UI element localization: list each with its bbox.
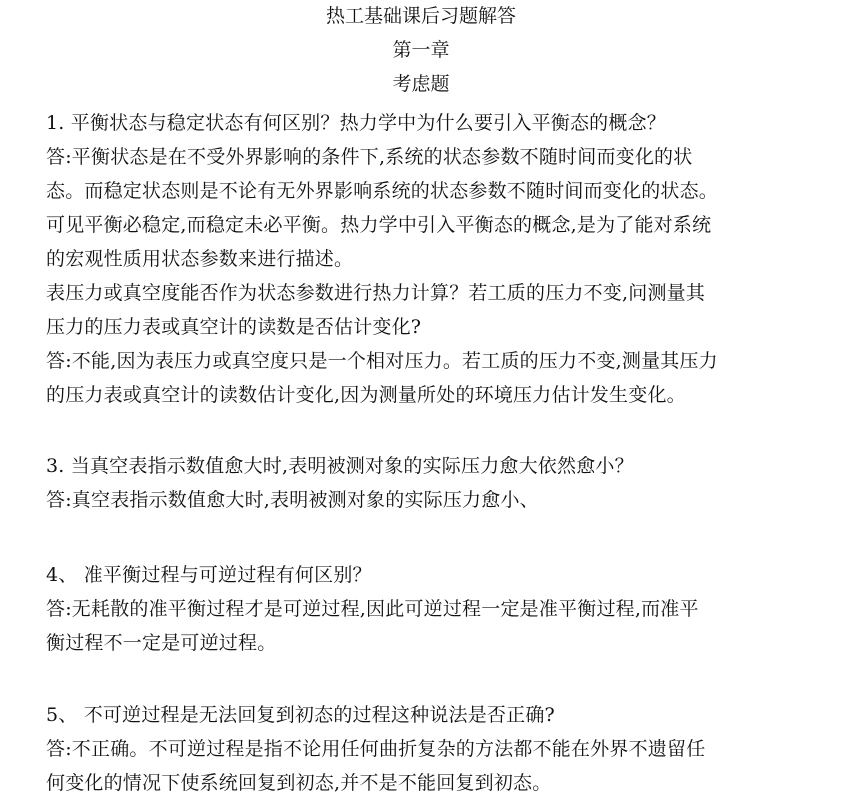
answer-5-line-1: 答:不正确。不可逆过程是指不论用任何曲折复杂的方法都不能在外界不遗留任	[46, 738, 706, 760]
answer-1-line-3: 可见平衡必稳定,而稳定未必平衡。热力学中引入平衡态的概念,是为了能对系统	[46, 214, 712, 236]
answer-3: 答:真空表指示数值愈大时,表明被测对象的实际压力愈小、	[46, 489, 539, 511]
question-2-line-1: 表压力或真空度能否作为状态参数进行热力计算？若工质的压力不变,问测量其	[46, 282, 706, 304]
answer-1-line-1: 答:平衡状态是在不受外界影响的条件下,系统的状态参数不随时间而变化的状	[46, 146, 693, 168]
document-title: 热工基础课后习题解答	[325, 5, 516, 27]
question-4: 4、 准平衡过程与可逆过程有何区别？	[46, 564, 372, 586]
answer-4-line-2: 衡过程不一定是可逆过程。	[46, 632, 277, 654]
answer-4-line-1: 答:无耗散的准平衡过程才是可逆过程,因此可逆过程一定是准平衡过程,而准平	[46, 598, 699, 620]
section-heading: 考虑题	[392, 73, 450, 95]
answer-2-line-1: 答:不能,因为表压力或真空度只是一个相对压力。若工质的压力不变,测量其压力	[46, 350, 718, 372]
chapter-heading: 第一章	[392, 39, 450, 61]
answer-5-line-2: 何变化的情况下使系统回复到初态,并不是不能回复到初态。	[46, 772, 552, 794]
answer-2-line-2: 的压力表或真空计的读数估计变化,因为测量所处的环境压力估计发生变化。	[46, 384, 686, 406]
answer-1-line-2: 态。而稳定状态则是不论有无外界影响系统的状态参数不随时间而变化的状态。	[46, 180, 719, 202]
question-5: 5、 不可逆过程是无法回复到初态的过程这种说法是否正确?	[46, 704, 555, 726]
question-1: 1. 平衡状态与稳定状态有何区别？热力学中为什么要引入平衡态的概念？	[46, 112, 666, 134]
question-2-line-2: 压力的压力表或真空计的读数是否估计变化?	[46, 316, 422, 338]
question-3: 3. 当真空表指示数值愈大时,表明被测对象的实际压力愈大依然愈小？	[46, 455, 634, 477]
answer-1-line-4: 的宏观性质用状态参数来进行描述。	[46, 248, 354, 270]
